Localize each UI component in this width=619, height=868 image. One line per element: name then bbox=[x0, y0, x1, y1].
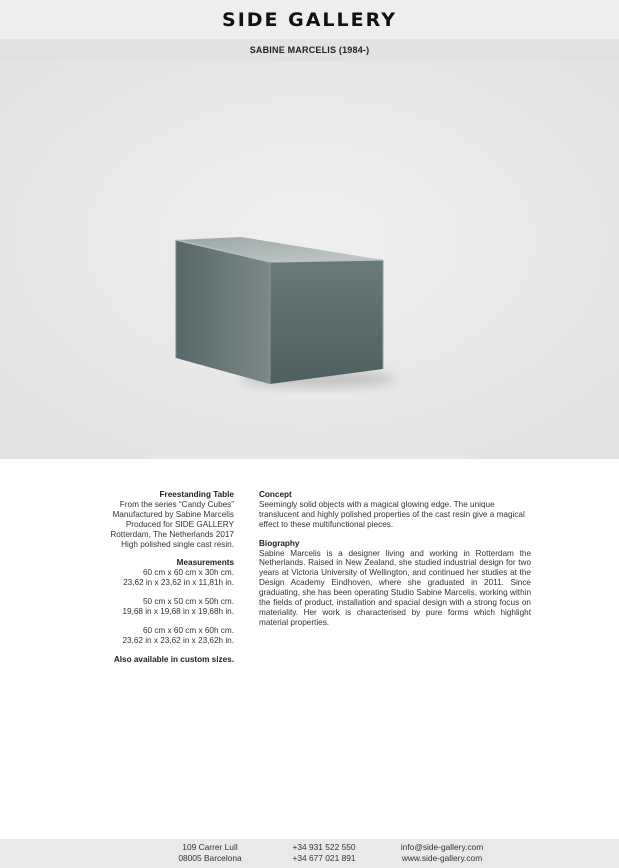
product-detail: Produced for SIDE GALLERY bbox=[125, 519, 234, 529]
product-title: Freestanding Table bbox=[159, 490, 234, 499]
artist-name: SABINE MARCELIS (1984-) bbox=[249, 45, 370, 55]
email-link[interactable]: info@side-gallery.com bbox=[400, 842, 484, 852]
product-detail: From the series “Candy Cubes” bbox=[119, 499, 234, 509]
measurement-cm: 60 cm x 60 cm x 60h cm. bbox=[142, 625, 234, 635]
product-photo bbox=[0, 61, 619, 459]
product-detail: Manufactured by Sabine Marcelis bbox=[112, 509, 234, 519]
description-column bbox=[259, 490, 531, 628]
page-footer bbox=[0, 839, 619, 868]
address-line: 08005 Barcelona bbox=[178, 853, 242, 863]
gallery-brand: SIDE GALLERY bbox=[222, 8, 397, 31]
footer-address bbox=[168, 842, 252, 864]
measurement-inches: 23,62 in x 23,62 in x 23,62h in. bbox=[122, 635, 234, 645]
measurements-title: Measurements bbox=[176, 558, 234, 568]
product-specs bbox=[60, 490, 234, 665]
measurement-cm: 60 cm x 60 cm x 30h cm. bbox=[142, 568, 234, 578]
product-detail: High polished single cast resin. bbox=[121, 539, 234, 549]
concept-text: Seemingly solid objects with a magical glowing edge. The unique translucent and highly polished properties of the cast resin give a magical effect to these multifunctional pieces. bbox=[259, 499, 525, 529]
footer-phones bbox=[280, 842, 368, 864]
footer-contact bbox=[390, 842, 494, 864]
custom-sizes-note: Also available in custom sizes. bbox=[113, 654, 234, 664]
measurement-inches: 23,62 in x 23,62 in x 11,81h in. bbox=[123, 578, 234, 588]
cube-front-face bbox=[270, 260, 383, 384]
address-line: 109 Carrer Lull bbox=[182, 842, 238, 852]
measurement-inches: 19,68 in x 19,68 in x 19,68h in. bbox=[122, 607, 234, 617]
page-header bbox=[0, 0, 619, 39]
artist-bar bbox=[0, 39, 619, 61]
biography-text: Sabine Marcelis is a designer living and working in Rotterdam the Netherlands. Raised in New Zealand, she studied industrial design for two years at Victoria University of Wellington, and continued her studies at the Design Academy Eindhoven, where she graduated in 2011. Since graduating, she has been operating Studio Sabine Marcelis, working within the fields of product, installation and spacial design with a strong focus on materiality. Her work is characterised by pure forms which highlight material properties. bbox=[259, 548, 531, 627]
phone-number[interactable]: +34 677 021 891 bbox=[292, 853, 356, 863]
phone-number[interactable]: +34 931 522 550 bbox=[292, 842, 356, 852]
product-detail: Rotterdam, The Netherlands 2017 bbox=[110, 529, 234, 539]
biography-title: Biography bbox=[259, 538, 300, 548]
concept-title: Concept bbox=[259, 490, 292, 499]
website-link[interactable]: www.side-gallery.com bbox=[401, 853, 483, 863]
resin-cube-image bbox=[0, 61, 619, 459]
measurement-cm: 50 cm x 50 cm x 50h cm. bbox=[142, 597, 234, 607]
